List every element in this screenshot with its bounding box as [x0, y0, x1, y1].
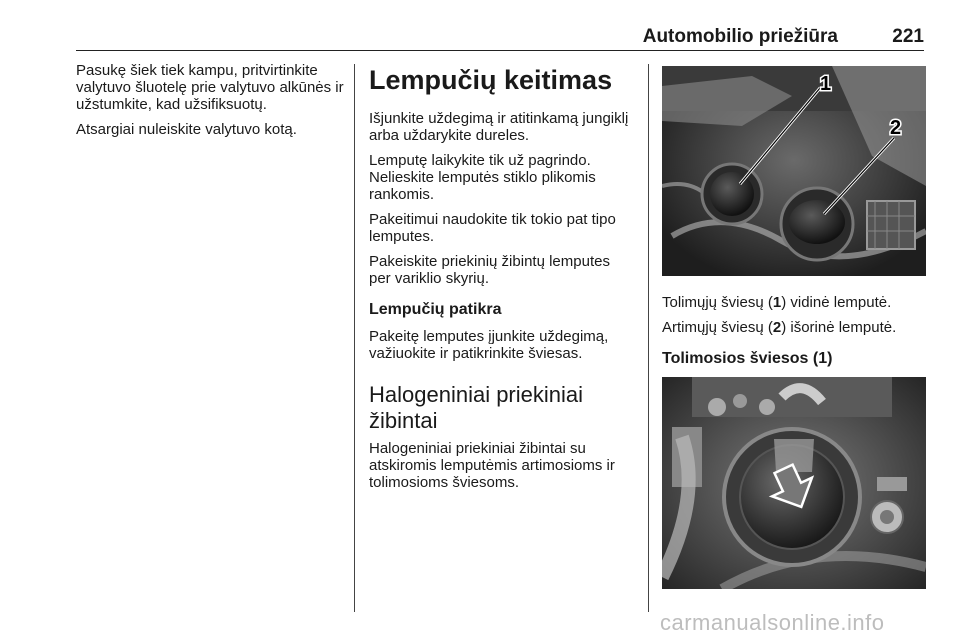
- caption-line: [662, 294, 926, 311]
- column-1: [76, 62, 344, 146]
- headlamp-photo-1: [662, 66, 926, 276]
- page-number: 221: [892, 26, 924, 47]
- watermark: carmanualsonline.info: [660, 610, 885, 635]
- subheading: Tolimosios šviesos (1): [662, 350, 833, 367]
- caption-number: 2: [772, 319, 782, 336]
- caption-block: [662, 294, 926, 336]
- paragraph: Pakeitimui naudokite tik tokio pat tipo lemputes.: [369, 211, 616, 245]
- callout-2: 2: [890, 117, 902, 139]
- paragraph: Pasukę šiek tiek kampu, pritvirtinkite valytuvo šluotelę prie valytuvo alkūnės ir užstumkite, kad užsifiksuotų.: [76, 62, 344, 113]
- caption-text: Artimųjų šviesų (: [662, 319, 773, 336]
- paragraph: Halogeniniai priekiniai žibintai su atskiromis lemputėmis artimosioms ir tolimosioms šviesoms.: [369, 440, 615, 491]
- caption-text: ) vidinė lemputė.: [781, 294, 892, 311]
- paragraph: Išjunkite uždegimą ir atitinkamą jungiklį arba uždarykite dureles.: [369, 110, 629, 144]
- caption-number: 1: [772, 294, 782, 311]
- column-divider: [354, 64, 355, 612]
- page-heading: Lempučių keitimas: [369, 65, 613, 95]
- paragraph: Lemputę laikykite tik už pagrindo. Nelieskite lemputės stiklo plikomis rankomis.: [369, 152, 596, 203]
- section-title: Automobilio priežiūra: [642, 26, 838, 47]
- page-header: [76, 22, 924, 51]
- caption-text: ) išorinė lemputė.: [781, 319, 897, 336]
- headlamp-photo-2: [662, 377, 926, 589]
- paragraph: Pakeiskite priekinių žibintų lemputes per variklio skyrių.: [369, 253, 610, 287]
- caption-text: Tolimųjų šviesų (: [662, 294, 773, 311]
- caption-line: [662, 319, 926, 336]
- section-heading: Halogeniniai priekiniai žibintai: [369, 382, 584, 433]
- column-2: [369, 62, 635, 499]
- paragraph: Atsargiai nuleiskite valytuvo kotą.: [76, 121, 297, 138]
- subheading: Lempučių patikra: [369, 301, 502, 318]
- callout-1: 1: [820, 73, 832, 95]
- paragraph: Pakeitę lemputes įjunkite uždegimą, važiuokite ir patikrinkite šviesas.: [369, 328, 609, 362]
- column-divider: [648, 64, 649, 612]
- column-3: [662, 66, 926, 589]
